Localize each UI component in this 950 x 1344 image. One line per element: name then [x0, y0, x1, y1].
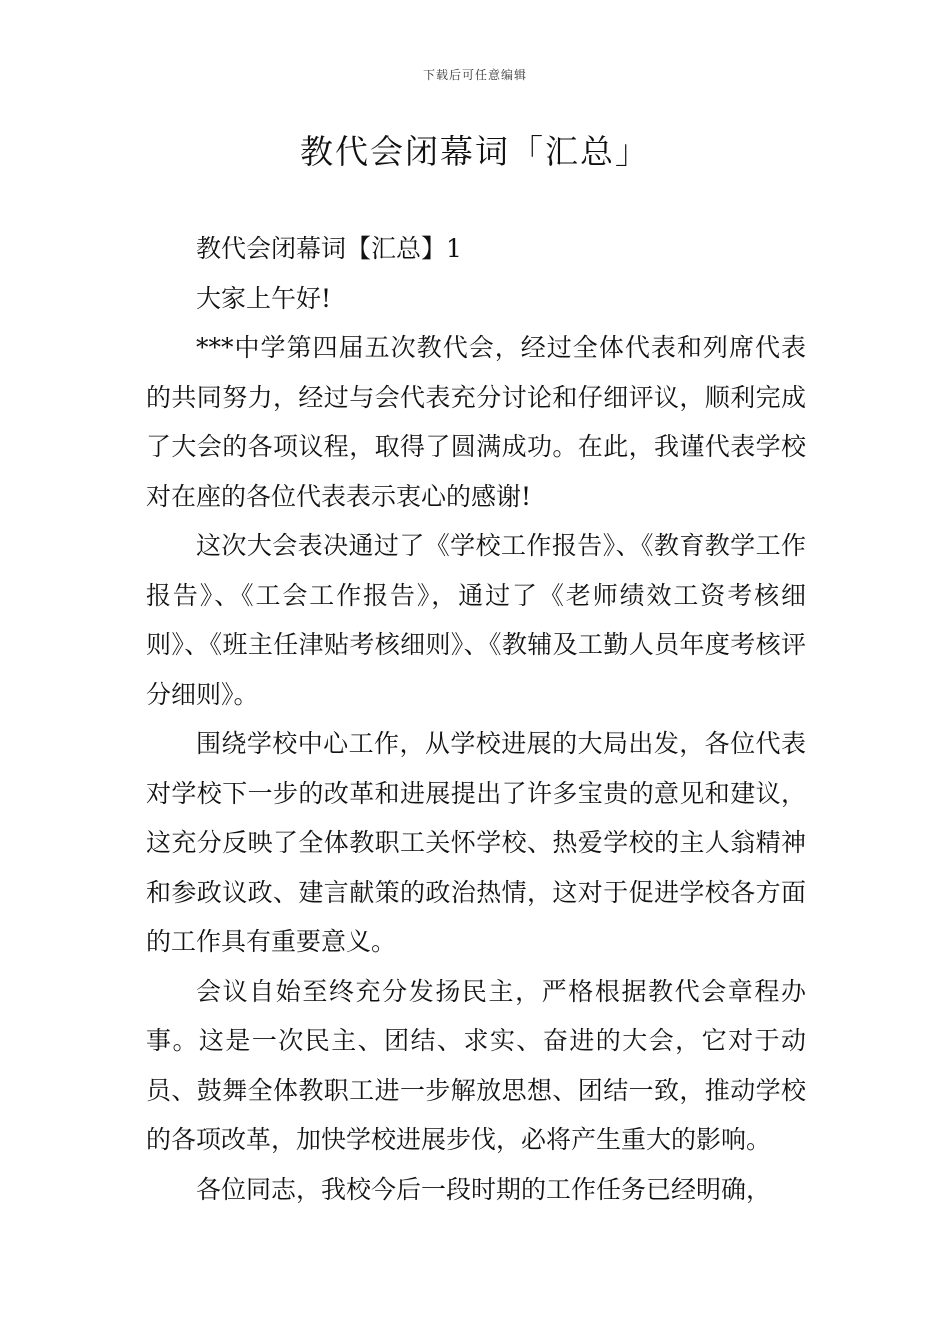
page-header-note: 下载后可任意编辑 [422, 68, 527, 82]
document-title: 教代会闭幕词「汇总」 [300, 132, 650, 171]
body-paragraph: 围绕学校中心工作，从学校进展的大局出发，各位代表对学校下一步的改革和进展提出了许多宝贵的意见和建议，这充分反映了全体教职工关怀学校、热爱学校的主人翁精神和参政议政、建言献策的政治热情，这对于促进学校各方面的工作具有重要意义。 [146, 729, 806, 956]
section-heading: 教代会闭幕词【汇总】1 [196, 234, 462, 263]
body-paragraph: 各位同志，我校今后一段时期的工作任务已经明确， [196, 1174, 772, 1204]
greeting-paragraph: 大家上午好! [196, 283, 332, 313]
document-body [146, 224, 806, 1214]
body-paragraph: 这次大会表决通过了《学校工作报告》、《教育教学工作报告》、《工会工作报告》，通过了《老师绩效工资考核细则》、《班主任津贴考核细则》、《教辅及工勤人员年度考核评分细则》。 [146, 531, 806, 709]
body-paragraph: 会议自始至终充分发扬民主，严格根据教代会章程办事。这是一次民主、团结、求实、奋进的大会，它对于动员、鼓舞全体教职工进一步解放思想、团结一致，推动学校的各项改革，加快学校进展步伐，必将产生重大的影响。 [146, 976, 806, 1154]
body-paragraph: ***中学第四届五次教代会，经过全体代表和列席代表的共同努力，经过与会代表充分讨论和仔细评议，顺利完成了大会的各项议程，取得了圆满成功。在此，我谨代表学校对在座的各位代表表示衷心的感谢! [146, 333, 806, 511]
